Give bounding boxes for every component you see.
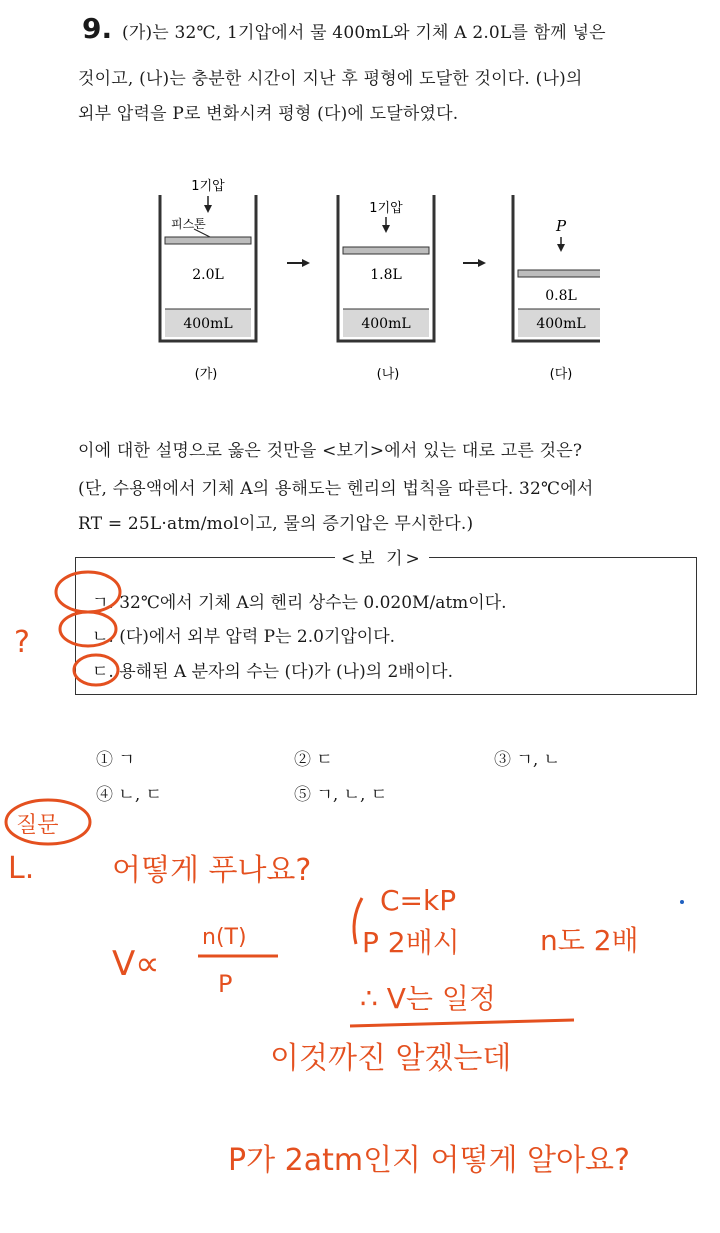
panel-da-gas: 0.8L <box>545 288 577 304</box>
label-note: 질문 <box>16 813 59 838</box>
formula-left-note: V∝ <box>112 944 160 984</box>
formula-den-note: P <box>218 970 233 998</box>
choice-2[interactable]: ② ㄷ <box>294 750 333 770</box>
panel-da-caption: (다) <box>549 367 573 382</box>
panel-na-pressure: 1기압 <box>369 201 403 216</box>
circle-mark-digeut <box>74 655 118 685</box>
panel-na-water-label: 400mL <box>361 316 411 332</box>
choice-3[interactable]: ③ ㄱ, ㄴ <box>494 750 561 770</box>
choice-1[interactable]: ① ㄱ <box>96 750 135 770</box>
know-until-note: 이것까진 알겠는데 <box>270 1041 512 1076</box>
panel-na-gas: 1.8L <box>370 267 402 283</box>
panel-na-caption: (나) <box>376 367 400 382</box>
panel-ga-gas: 2.0L <box>192 267 224 283</box>
bogi-title: <보 기> <box>335 544 429 569</box>
panel-ga-caption: (가) <box>194 367 218 382</box>
henry-note: C=kP <box>380 884 457 917</box>
panel-ga-water-label: 400mL <box>183 316 233 332</box>
prompt-line-3: RT = 25L·atm/mol이고, 물의 증기압은 무시한다.) <box>78 514 474 534</box>
question-line-1: (가)는 32℃, 1기압에서 물 400mL와 기체 A 2.0L를 함께 넣은 <box>122 23 606 43</box>
piston-label: 피스톤 <box>171 217 206 231</box>
formula-num-note: n(T) <box>202 925 247 950</box>
circle-mark-nieun <box>60 612 116 646</box>
choice-4[interactable]: ④ ㄴ, ㄷ <box>96 785 163 805</box>
bogi-item-giyeok: ㄱ. 32℃에서 기체 A의 헨리 상수는 0.020M/atm이다. <box>92 593 507 613</box>
bogi-item-nieun: ㄴ. (다)에서 외부 압력 P는 2.0기압이다. <box>92 627 396 647</box>
question-line-3: 외부 압력을 P로 변화시켜 평형 (다)에 도달하였다. <box>78 104 459 124</box>
v-const-note: ∴ V는 일정 <box>360 982 496 1015</box>
p-double-note: P 2배시 <box>362 926 460 959</box>
prompt-line-1: 이에 대한 설명으로 옳은 것만을 <보기>에서 있는 대로 고른 것은? <box>78 441 583 461</box>
bogi-item-digeut: ㄷ. 용해된 A 분자의 수는 (다)가 (나)의 2배이다. <box>92 662 454 682</box>
choice-5[interactable]: ⑤ ㄱ, ㄴ, ㄷ <box>294 785 388 805</box>
n-double-note: n도 2배 <box>540 924 639 957</box>
l-mark-note: L. <box>8 851 35 886</box>
panel-da-pressure: P <box>555 217 567 235</box>
panel-ga-pressure: 1기압 <box>191 179 225 194</box>
how-know-note: P가 2atm인지 어떻게 알아요? <box>228 1143 630 1178</box>
prompt-line-2: (단, 수용액에서 기체 A의 용해도는 헨리의 법칙을 따른다. 32℃에서 <box>78 479 594 499</box>
how-solve-note: 어떻게 푸나요? <box>112 853 312 888</box>
circle-mark-giyeok <box>56 572 120 612</box>
panel-da-water-label: 400mL <box>536 316 586 332</box>
question-line-2: 것이고, (나)는 충분한 시간이 지난 후 평형에 도달한 것이다. (나)의 <box>78 69 583 89</box>
question-mark-note: ? <box>14 625 30 660</box>
question-number: 9. <box>82 12 113 45</box>
